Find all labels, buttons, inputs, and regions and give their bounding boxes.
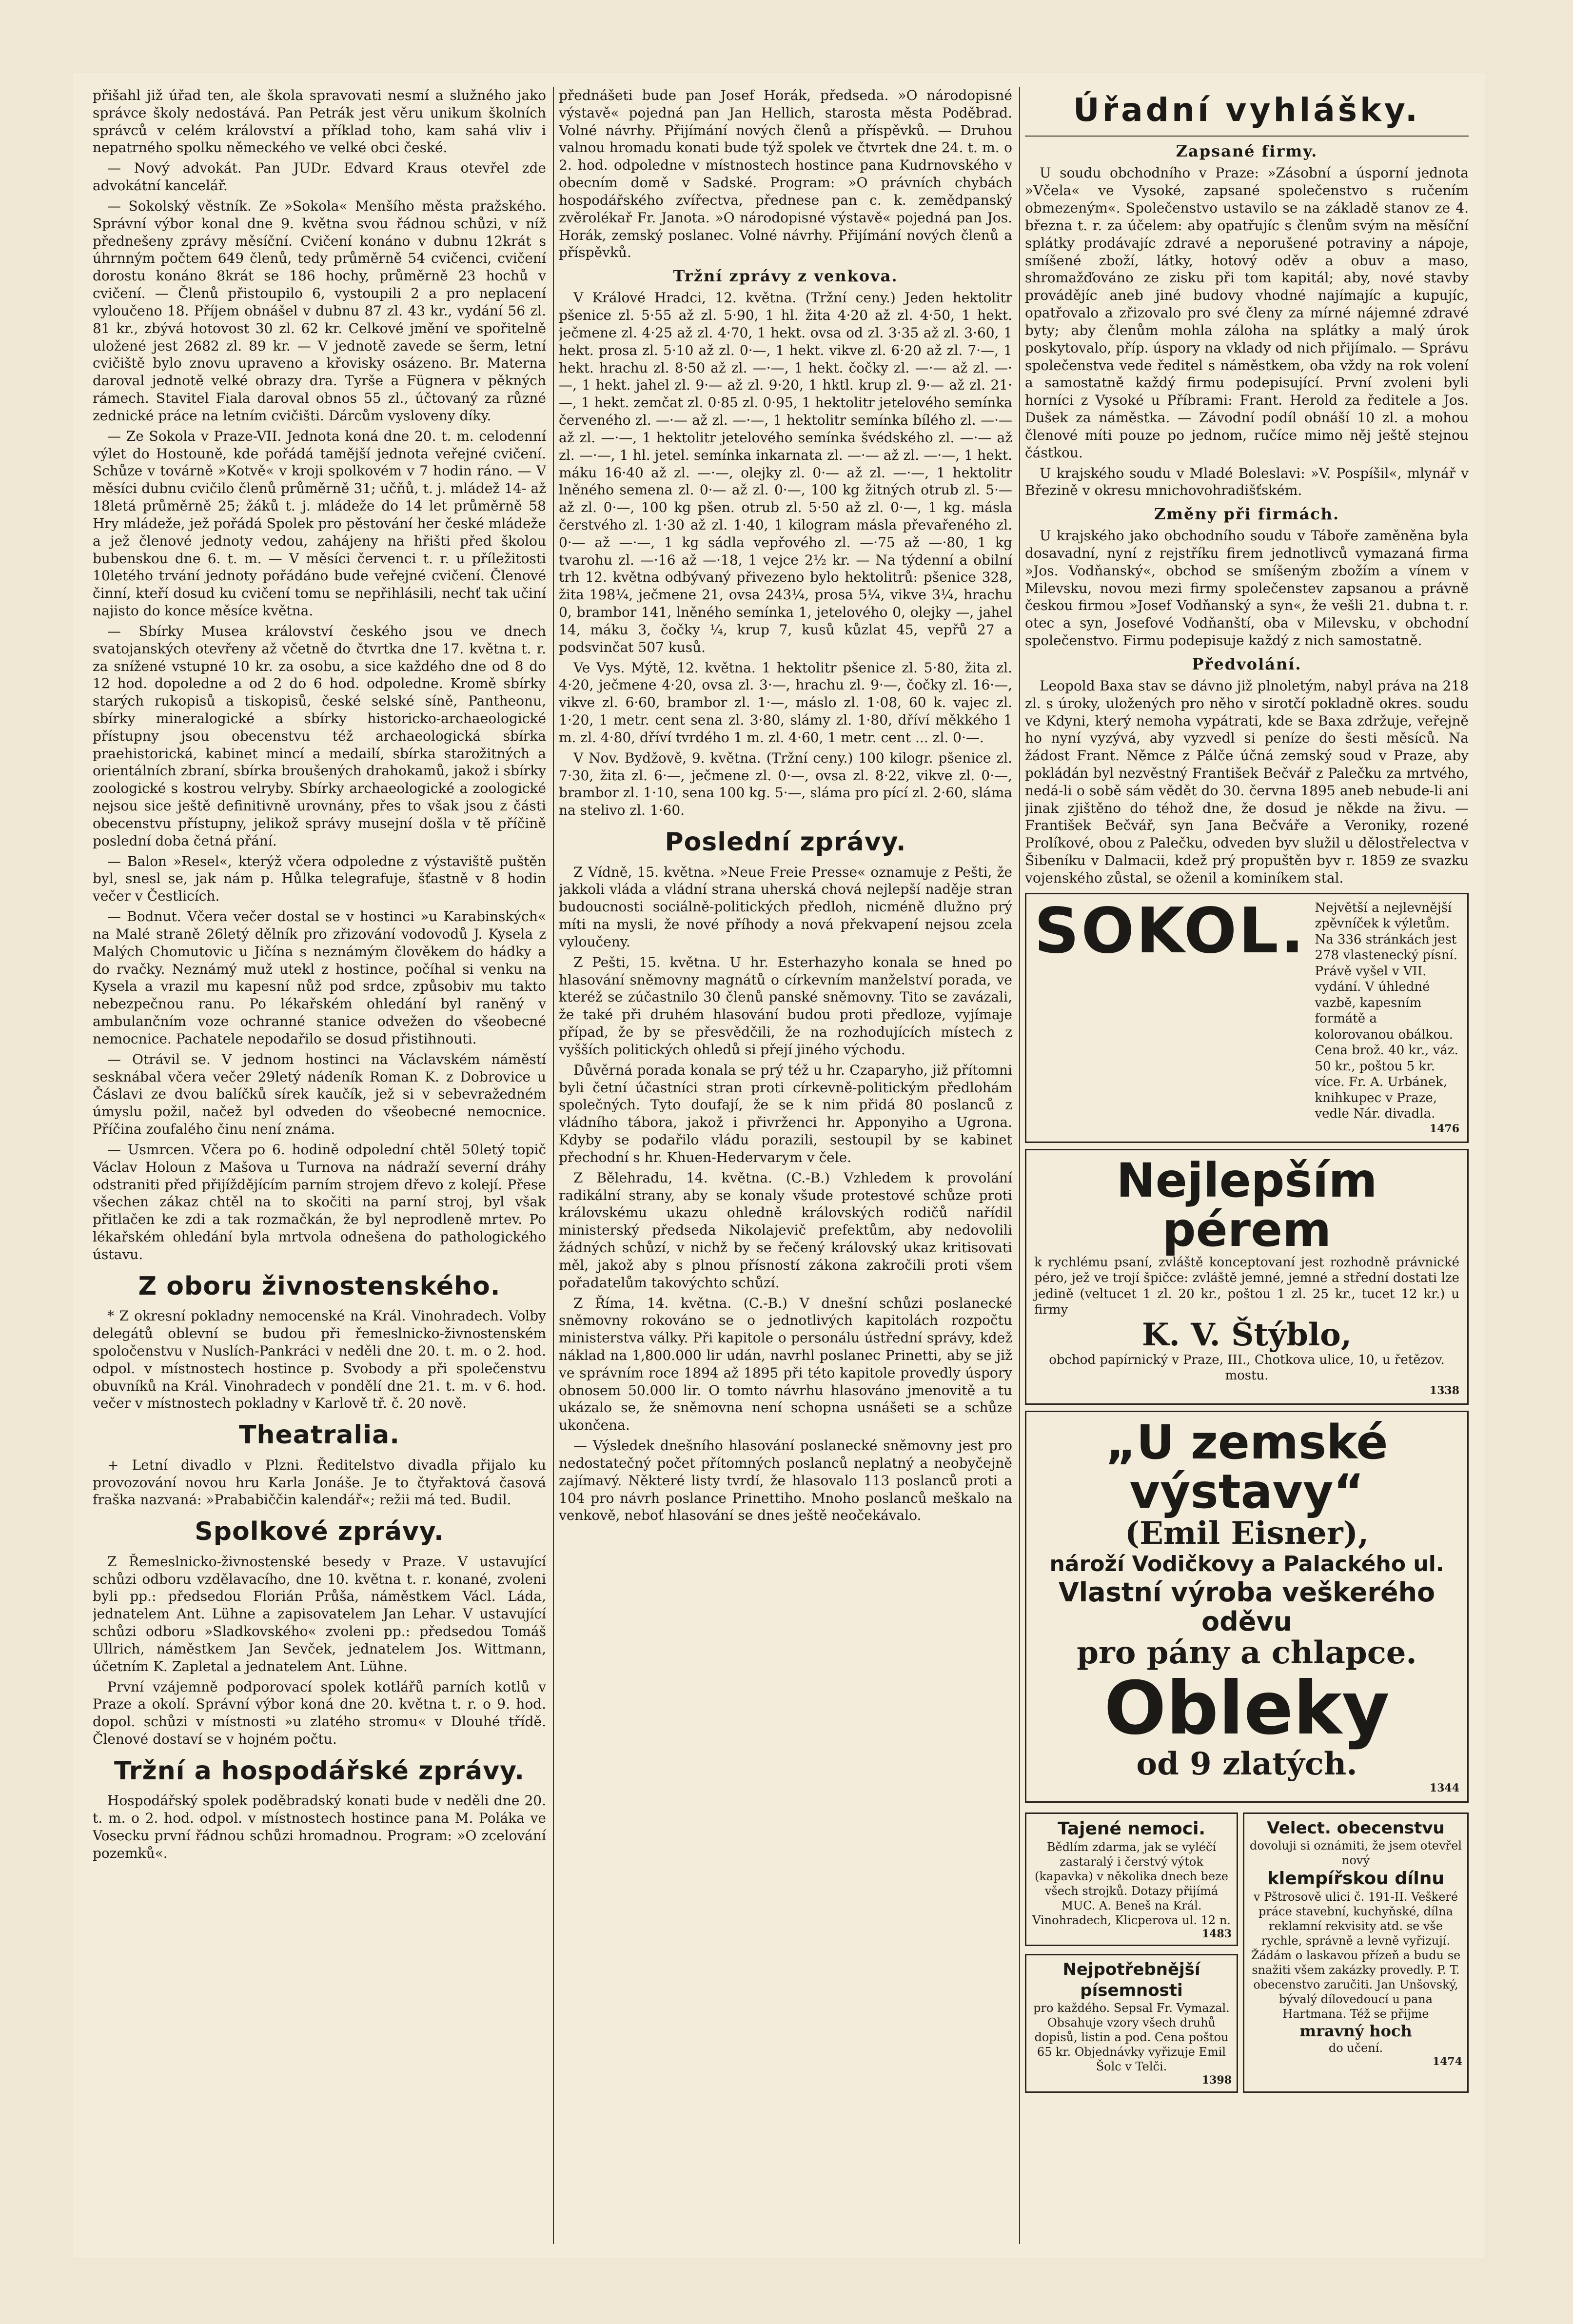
ad-pero-name: K. V. Štýblo, [1141, 1316, 1352, 1353]
ad-eisner-line2: (Emil Eisner), [1124, 1515, 1369, 1552]
heading-zapsane-firmy: Zapsané firmy. [1176, 142, 1318, 161]
bottom-ads [1025, 1809, 1469, 2097]
article-spolkove-2: První vzájemně podporovací spolek kotlářů parních kotlů v Praze a okolí. Správní výbor koná dne 20. května t. r. o 9. hod. dopol. schůzi v místnosti »u zlatého stromu« v Dlouhé třídě. Členové dostaví se v hojném počtu. [93, 1678, 546, 1748]
ad-eisner-number: 1344 [1429, 1782, 1459, 1795]
article-porada: Důvěrná porada konala se prý též u hr. Czaparyho, již přítomni byli četní účastníci stran proti církevně-politickým předlohám společných. Tyto doufají, že se k nim přidá 80 poslanců z vládního tábora, jakož i přivrženci hr. Apponyiho a Ugrona. Kdyby se podařilo vládu porazili, sestoupil by se kabinet přechodní s hr. Khuen-Hedervarym v čele. [559, 1062, 1012, 1165]
ad-eisner-line1: „U zemské výstavy“ [1105, 1415, 1388, 1519]
article-petrak: přišahl již úřad ten, ale škola spravovati nesmí a služného jako správce školy nedostává. Pan Petrák jest věru unikum školních správců v celém království a příklad toho, kam sahá vliv i nepatrného spolku německého ve velké obci české. [93, 87, 546, 156]
ad-eisner-line4: Vlastní výroba veškerého oděvu [1058, 1577, 1435, 1637]
article-firmy-1: U soudu obchodního v Praze: »Zásobní a úsporní jednota »Včela« ve Vysoké, zapsané společenstvo s ručením obmezeným«. Společenstvo ustavilo se na základě stanov ze 4. března t. r. za účelem: aby opatřujíc s členům svým na měsíční splátky prodávajíc zdravé a neporušené potraviny a nápoje, smíšené zboží, látky, hotový oděv a obuv a maso, shromažďováno ze zisku při tom kapitál; aby, nové stavby provádějíc aneb jiné budovy vhodné najímajíc a kupujíc, opatřovalo a zřizovalo pro své členy za mírné nájemné zdravé byty; aby členům mohla záloha na splátky a malý úrok poskytovalo, příp. úspory na vklady od nich přijímalo. — Správu společenstva vede ředitel s náměstkem, oba vždy na rok volení a samostatně každý firmu podepisující. První zvoleni byli horníci z Vysoké u Příbrami: Frant. Herold za ředitele a Jos. Dušek za náměstka. — Závodní podíl obnáší 10 zl. a mohou členové míti pouze po jednom, ručíce mimo něj ještě stejnou částkou. [1025, 165, 1469, 461]
ad-nemoci-number: 1483 [1201, 1927, 1232, 1940]
ad-nemoci-title: Tajené nemoci. [1057, 1818, 1206, 1839]
article-predvolani: Leopold Baxa stav se dávno již plnoletým, nabyl práva na 218 zl. s úroky, uložených pro něho v sirotčí pokladně okres. soudu ve Kdyni, který nemoha vypátrati, kde se Baxa zdržuje, veřejně ho nyní vyzývá, aby vyzvedl si peníze do šesti měsíců. Na žádost Frant. Němce z Pálče účná zemský soud v Praze, aby pokládán byl nezvěstný František Bečvář z Palečku za mrtvého, nedá-li o sobě sám vědět do 30. června 1895 aneb nebude-li ani jinak zjištěno do téhož dne, že dosud je někde na živu. — František Bečvář, syn Jana Bečváře a Veroniky, rozené Prolíkové, obou z Palečku, odveden byv služil u dělostřelectva v Šibeníku v Dalmacii, kdež prý propuštěn byv r. 1859 ze svazku vojenského zůstal, se oženil a kominíkem stal. [1025, 677, 1469, 886]
heading-zmeny: Změny při firmách. [1154, 505, 1340, 524]
ad-pero-text: k rychlému psaní, zvláště konceptovaní jest rozhodně právnické péro, jež ve trojí špičce: zvláště jemné, jemné a střední dostati lze jedině (veltucet 1 zl. 20 kr., poštou 1 zl. 25 kr., tucet 12 kr.) u firmy [1034, 1255, 1459, 1318]
heading-spolkove: Spolkové zprávy. [195, 1517, 444, 1547]
ad-eisner-line7: od 9 zlatých. [1136, 1746, 1357, 1783]
article-kralove-hradec: V Králové Hradci, 12. května. (Tržní ceny.) Jeden hektolitr pšenice zl. 5·55 až zl. 5·90, 1 hl. žita 4·20 až zl. 4·50, 1 hekt. ječmene zl. 4·25 až zl. 4·70, 1 hekt. ovsa od zl. 3·35 až zl. 3·60, 1 hekt. prosa zl. 5·10 až zl. 0·—, 1 hekt. vikve zl. 6·20 až zl. 7·—, 1 hekt. hrachu zl. 8·50 až zl. —·—, 1 hekt. čočky zl. —·— až zl. —·—, 1 hekt. jahel zl. 9·— až zl. 9·20, 1 hktl. krup zl. 9·— až zl. 21·—, 1 hekt. zemčat zl. 0·85 zl. 0·95, 1 hektolitr jetelového semínka červeného zl. —·— až zl. —·—, 1 hektolitr semínka bílého zl. —·— až zl. —·—, 1 hektolitr jetelového semínka švédského zl. —·— až zl. —·—, 1 hl. jetel. semínka inkarnata zl. —·— až zl. —·—, 1 hekt. máku 16·40 až zl. —·—, olejky zl. 0·— až zl. —·—, 1 hektolitr lněného semena zl. 0·— až zl. 0·—, 100 kg žitných otrub zl. 5·— až zl. 0·—, 100 kg pšen. otrub zl. 5·50 až zl. 0·—, 1 kg. másla čerstvého zl. 1·30 až zl. 1·40, 1 kilogram másla převařeného zl. 0·— až —·—, 1 kg sádla vepřového zl. —·75 až —·80, 1 kg tvarohu zl. —·16 až —·18, 1 vejce 2½ kr. — Na týdenní a obilní trh 12. května odbývaný přivezeno bylo hektolitrů: pšenice 328, žita 198¼, ječmene 21, ovsa 243¼, prosa 5¼, vikve 3¼, hrachu 0, brambor 141, lněného semínka 1, jetelového 0, olejky —, jahel 14, máku 3, čočky ¼, krup 7, kusů kůzlat 45, vepřů 27 a podsvinčat 507 kusů. [559, 290, 1012, 655]
ad-sokol [1025, 893, 1469, 1143]
column-rule-2 [1019, 87, 1020, 2244]
column-rule-1 [553, 87, 554, 2244]
ad-klempir-number: 1474 [1432, 2055, 1462, 2068]
article-zivnost: * Z okresní pokladny nemocenské na Král. Vinohradech. Volby delegátů oblevní se budou při řemeslnicko-živnostenském spoločenstvu v Nuslích-Pankráci v neděli dne 20. t. m. o 2. hod. odpol. v místnostech hostince p. Svobody a při společenstvu obuvníků na Král. Vinohradech v pondělí dne 21. t. m. v 6. hod. večer v místnostech pokladny v Karlově tř. č. 20 nově. [93, 1308, 546, 1412]
article-continued: přednášeti bude pan Josef Horák, předseda. »O národopisné výstavě« pojedná pan Jan Hellich, starosta města Poděbrad. Volné návrhy. Přijímání nových členů a příspěvků. — Druhou valnou hromadu konati bude týž spolek ve čtvrtek dne 24. t. m. o 2. hod. odpoledne v místnostech hostince pana Kudrnovského v obecním domě v Sadské. Program: »O právních chybách hospodářského zvířectva, přednese pan c. k. zemědpanský zvěrolékař Fr. Janota. »O národopisné výstavě« pojedná pan Jos. Horák, zemský poslanec. Volné návrhy. Přijímání nových členů a příspěvků. [559, 87, 1012, 261]
article-balon: — Balon »Resel«, kterýž včera odpoledne z výstaviště puštěn byl, snesl se, jak nám p. Hůlka telegrafuje, šťastně v 8 hodin večer v Čestlicích. [93, 853, 546, 905]
article-sokol-praha-vii: — Ze Sokola v Praze-VII. Jednota koná dne 20. t. m. celodenní výlet do Hostouně, kde pořádá tamější jednota veřejné cvičení. Schůze v továrně »Kotvě« v kroji spolkovém v 7 hodin ráno. — V měsíci dubnu cvičilo členů průměrně 31; učňů, t. j. mládež 14- až 18letá průměrně 25; žáků t. j. mládeže do 14 let průměrně 58 Hry mládeže, jež pořádá Spolek pro pěstování her české mládeže a jež členové jednoty vedou, zahájeny na hřišti před školou bubenskou dne 6. t. m. — V měsíci červenci t. r. u příležitosti 10letého trvání jednoty pořádáno bude veřejné cvičení. Členové činní, kteří dosud ku cvičení tomu se nepřihlásili, nechť tak učiní najisto do konce měsíce května. [93, 428, 546, 619]
article-spolkove-1: Z Řemeslnicko-živnostenské besedy v Praze. V ustavující schůzi odboru vzdělavacího, dne 10. května t. r. konané, zvoleni byli pp.: předsedou Florián Průša, náměstkem Václ. Láda, jednatelem Ant. Lühne a zapisovatelem Jan Lehar. V ustavující schůzi odboru »Sladkovského« zvoleni pp.: předsedou Tomáš Ullrich, náměstkem Jan Sevček, jednatelem Jos. Wittmann, účetním K. Zapletal a jednatelem Ant. Lühne. [93, 1553, 546, 1674]
article-viden: Z Vídně, 15. května. »Neue Freie Presse« oznamuje z Pešti, že jakkoli vláda a vládní strana uherská chová nejlepší naděje stran budoucnosti sociálně-politických předloh, nicméně dlužno prý míti na mysli, že nové příhody a nová překvapení nejsou zcela vyloučeny. [559, 864, 1012, 950]
ad-eisner [1025, 1411, 1469, 1803]
ad-klempir-tail: mravný hoch [1299, 2022, 1412, 2041]
ad-klempir-title: Velect. obecenstvu [1267, 1818, 1445, 1838]
ad-eisner-line5: pro pány a chlapce. [1077, 1635, 1417, 1672]
ad-sokol-logo: SOKOL. [1034, 894, 1306, 967]
article-rim: Z Říma, 14. května. (C.-B.) V dnešní schůzi poslanecké sněmovny rokováno se o jednotlivých kapitolách rozpočtu ministerstva války. Při kapitole o personálu ústřední správy, kdež náklad na 1,800.000 lir udán, navrhl poslanec Prinetti, aby se již ve správním roce 1894 až 1895 při této kapitole provedly úspory obnosem 50.000 lir. O tomto návrhu hlasováno jmenovitě a tu ukázalo se, že sněmovna není schopna usnášeti se a schůze ukončena. [559, 1295, 1012, 1434]
ad-klempir [1243, 1812, 1469, 2093]
ad-pero [1025, 1149, 1469, 1405]
article-pest: Z Pešti, 15. května. U hr. Esterhazyho konala se hned po hlasování sněmovny magnátů o církevním manželství porada, ve kteréž se zúčastnilo 30 členů panské sněmovny. Tito se zavázali, že také při druhém hlasování budou proti předloze, vyjímaje případ, že by se přesvědčili, že na rozhodujících místech z vyšších politických ohledů si přejí jiného východu. [559, 954, 1012, 1058]
ad-pero-address: obchod papírnický v Praze, III., Chotkova ulice, 10, u řetězov. mostu. [1049, 1352, 1445, 1383]
heading-posledni: Poslední zprávy. [665, 827, 906, 857]
article-firmy-2: U krajského soudu v Mladé Boleslavi: »V. Pospíšil«, mlynář v Březině v okresu mnichovohradišťském. [1025, 465, 1469, 499]
article-otravil: — Otrávil se. V jednom hostinci na Václavském náměstí sesknábal včera večer 29letý nádeník Roman K. z Dobrovice u Čáslavi ze dvou balíčků sírek kaučík, jež si v sebevražedném úmyslu požil, načež byl odveden do všeobecné nemocnice. Příčina zoufalého činu není známa. [93, 1051, 546, 1138]
ad-klempir-text2: v Pštrosově ulici č. 191-II. Veškeré práce stavební, kuchyňské, dílna reklamní rekvisity atd. se vše rychle, správně a levně vyřizují. Žádám o laskavou přízeň a budu se snažiti všem zakázky provedly. P. T. obecenstvo zaručiti. Jan Unšovský, bývalý dílovedoucí u pana Hartmana. Též se přijme [1251, 1890, 1461, 2021]
ad-sokol-number: 1476 [1429, 1122, 1459, 1135]
column-1 [93, 87, 546, 2244]
article-advokat: — Nový advokát. Pan JUDr. Edvard Kraus otevřel zde advokátní kancelář. [93, 160, 546, 194]
article-sokolsky-vestnik: — Sokolský věstník. Ze »Sokola« Menšího města pražského. Správní výbor konal dne 9. května svou řádnou schůzi, v níž přednešeny zprávy měsíční. Cvičení konáno v dubnu 12krát s úhrnným počtem 649 členů, tedy průměrně 54 cvičenci, cvičení dorostu konáno 8krát se 186 hochy, průměrně 23 hochů v cvičení. — Členů přistoupilo 6, vystoupili 2 a pro neplacení vyloučeno 18. Příjem obnášel v dubnu 87 zl. 43 kr., vydání 56 zl. 81 kr., zbývá hotovost 30 zl. 62 kr. Celkové jmění ve spořitelně uložené jest 2682 zl. 89 kr. — V jednotě zavede se šerm, letní cvičiště bylo znovu upraveno a křovisky osázeno. Br. Materna daroval jednotě velké obrazy dra. Tyrše a Fügnera v pěkných rámech. Stavitel Fiala daroval obnos 55 zl., účtovaný za různé zednické práce na letním cvičišti. Dárcům vysloveny díky. [93, 197, 546, 424]
heading-uradni-vyhlasky: Úřadní vyhlášky. [1073, 91, 1420, 129]
column-3 [1025, 87, 1469, 2244]
ad-pisemnosti-title: Nejpotřebnější písemnosti [1062, 1960, 1200, 2000]
ad-pisemnosti-number: 1398 [1201, 2074, 1232, 2087]
article-trzni-hosp: Hospodářský spolek poděbradský konati bude v neděli dne 20. t. m. o 2. hod. odpol. v místnostech hostince pana M. Poláka ve Vosecku první řádnou schůzi hromadnou. Program: »O zcelování pozemků«. [93, 1792, 546, 1861]
article-belehrad: Z Bělehradu, 14. května. (C.-B.) Vzhledem k provolání radikální strany, aby se konaly všude protestové schůze proti královskému ukazu ohledně královských rodičů nařídil ministerský předseda Nikolajevič prefektům, aby nedovolili žádných schůzí, v nichž by se řečený královský ukaz kritisovati měl, jakož aby s plnou přísností zákona zakročili proti všem pořadatelům takovýchto schůzí. [559, 1169, 1012, 1291]
ad-klempir-name: klempířskou dílnu [1267, 1869, 1445, 1889]
ad-eisner-line3: nároží Vodičkovy a Palackého ul. [1049, 1552, 1444, 1577]
article-vysledek: — Výsledek dnešního hlasování poslanecké sněmovny jest pro nedostatečný počet přítomných poslanců neplatný a neobyčejně zajímavý. Některé listy tvrdí, že hlasovalo 113 poslanců proti a 104 pro návrh poslance Prinettiho. Mnoho poslanců meškalo na venkově, neboť hlasování se dnes ještě neočekávalo. [559, 1438, 1012, 1524]
ad-pisemnosti-text: pro každého. Sepsal Fr. Vymazal. Obsahuje vzory všech druhů dopisů, listin a pod. Cena poštou 65 kr. Objednávky vyřizuje Emil Šolc v Telči. [1033, 2001, 1230, 2074]
ad-pisemnosti [1025, 1954, 1238, 2093]
article-usmrcen: — Usmrcen. Včera po 6. hodině odpolední chtěl 50letý topič Václav Holoun z Mašova u Turnova na nádraží severní dráhy odstraniti před přijíždějícím parním strojem dřevo z kolejí. Přese všechen zákaz chtěl na to skočiti na parní stroj, byl však přitlačen ke zdi a tak rozmačkán, že byl neprodleně mrtev. Po lékařském ohledání byla mrtvola odnešena do pathologického ústavu. [93, 1141, 546, 1262]
article-museum: — Sbírky Musea království českého jsou ve dnech svatojanských otevřeny až včetně do čtvrtka dne 17. května t. r. za snížené vstupné 10 kr. za osobu, a sice každého dne od 8 do 12 hod. dopoledne a od 2 do 6 hod. odpoledne. Kromě sbírky starých rukopisů a tiskopisů, české selské síně, Pantheonu, sbírky mineralogické a sbírky historicko-archaeologické přístupny jsou obecenstvu též archaeologická sbírka praehistorická, kabinet mincí a medailí, sbírka starožitných a orientálních zbraní, sbírka broušených drahokamů, jakož i sbírky zoologické s kostrou velryby. Sbírky archaeologické a zoologické nejsou sice ještě definitivně urovnány, přes to však jsou z části obecenstvu přístupny, jelikož správy musejní došla v tě příčině poslední doba četná přání. [93, 623, 546, 849]
article-zmeny: U krajského jako obchodního soudu v Táboře zaměněna byla dosavadní, nyní z rejstříku firem jednotlivců vymazaná firma »Jos. Vodňanský«, obchod se smíšeným zbožím a vínem v Milevsku, novou mezi firmy společenstev zapsanou a právně českou firmou »Josef Vodňanský a syn«, že vešli 21. dubna t. r. otec a syn, Josefové Vodňanští, oba v Milevsku, v obchodní společenstvo. Firmu podepisuje každý z nich samostatně. [1025, 528, 1469, 649]
heading-trzni-venkov: Tržní zprávy z venkova. [673, 267, 898, 286]
article-vys-myto: Ve Vys. Mýtě, 12. května. 1 hektolitr pšenice zl. 5·80, žita zl. 4·20, ječmene 4·20, ovsa zl. 3·—, hrachu zl. 9·—, čočky zl. 16·—, vikve zl. 6·60, brambor zl. 1·—, máslo zl. 1·08, 60 k. vajec zl. 1·20, 1 metr. cent sena zl. 3·80, slámy zl. 1·80, dříví měkkého 1 m. zl. 4·80, dříví tvrdého 1 m. zl. 4·60, 1 metr. cent ... zl. 0·—. [559, 659, 1012, 746]
ad-klempir-text1: dovoluji si oznámiti, že jsem otevřel nový [1249, 1839, 1462, 1868]
ad-nemoci-text: Bědlím zdarma, jak se vyléčí zastaralý i čerstvý výtok (kapavka) v několika dnech beze všech strojků. Dotazy přijímá MUC. A. Beneš na Král. Vinohradech, Klicperova ul. 12 n. [1032, 1840, 1231, 1927]
ad-sokol-text: Největší a nejlevnější zpěvníček k výletům. Na 336 stránkách jest 278 vlastenecký písní. Právě vyšel v VII. vydání. V úhledné vazbě, kapesním formátě a kolorovanou obálkou. Cena brož. 40 kr., váz. 50 kr., poštou 5 kr. více. Fr. A. Urbánek, knihkupec v Praze, vedle Nár. divadla. [1315, 900, 1458, 1122]
ad-klempir-tail2: do učení. [1328, 2041, 1383, 2055]
ad-pero-headline: Nejlepším pérem [1116, 1153, 1377, 1257]
heading-theatralia: Theatralia. [239, 1420, 400, 1450]
newspaper-page [73, 73, 1485, 2258]
article-nov-bydzov: V Nov. Bydžově, 9. května. (Tržní ceny.) 100 kilogr. pšenice zl. 7·30, žita zl. 6·—, ječmene zl. 0·—, ovsa zl. 8·22, vikve zl. 0·—, brambor zl. 1·10, sena 100 kg. 5·—, sláma pro pící zl. 2·60, sláma na stelivo zl. 1·60. [559, 749, 1012, 819]
ad-nemoci [1025, 1812, 1238, 1947]
heading-trzni-hosp: Tržní a hospodářské zprávy. [114, 1756, 525, 1786]
divider [1025, 136, 1469, 137]
article-theatralia: + Letní divadlo v Plzni. Ředitelstvo divadla přijalo ku provozování novou hru Karla Jonáše. Je to čtyřaktová časová fraška nazvaná: »Prababiččin kalendář«; režii má ted. Budil. [93, 1457, 546, 1508]
article-bodnut: — Bodnut. Včera večer dostal se v hostinci »u Karabinských« na Malé straně 26letý dělník pro zřizování vodovodů J. Kysela z Malých Chomutovic u Jičína s neznámým člověkem do hádky a do rvačky. Neznámý muž utekl z hostince, počíhal si venku na Kysela a vrazil mu kapesní nůž pod srdce, způsobiv mu takto nebezpečnou ranu. Po lékařském ohledání byl raněný v ambulančním voze ochranné stanice odvežen do všeobecné nemocnice. Pachatele nepodařilo se dosud přistihnouti. [93, 908, 546, 1047]
column-2 [559, 87, 1012, 2244]
ad-pero-number: 1338 [1429, 1384, 1459, 1397]
heading-predvolani: Předvolání. [1192, 654, 1302, 673]
heading-zivnost: Z oboru živnostenského. [138, 1271, 501, 1301]
ad-eisner-line6: Obleky [1104, 1666, 1390, 1751]
